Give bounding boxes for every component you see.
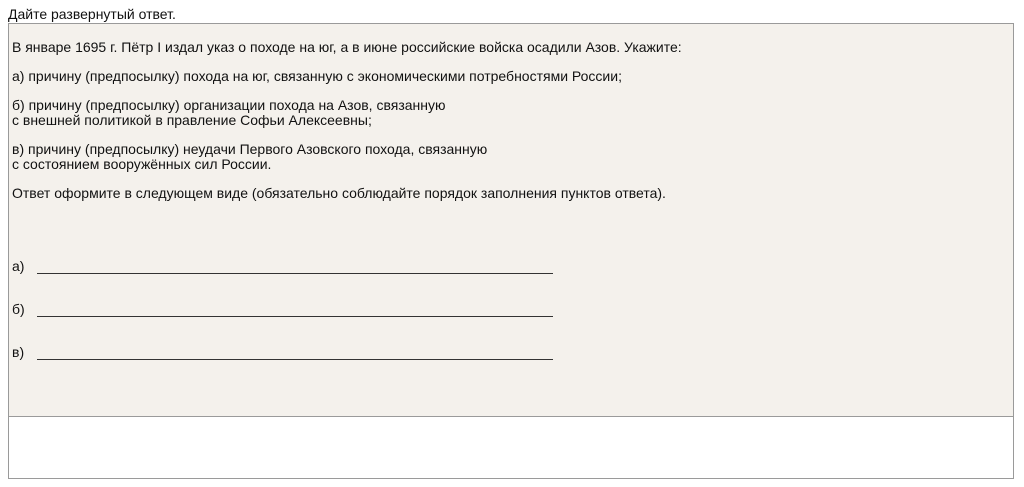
answer-blank-line-b <box>37 303 553 317</box>
answer-blank-line-a <box>37 260 553 274</box>
answer-label-b: б) <box>12 301 25 317</box>
task-item-b-line2: с внешней политикой в правление Софьи Алексеевны; <box>12 112 372 128</box>
answer-template-row-v <box>12 344 553 360</box>
task-item-v <box>12 142 487 172</box>
task-format-note: Ответ оформите в следующем виде (обязательно соблюдайте порядок заполнения пунктов ответа). <box>12 185 666 201</box>
task-instruction: Дайте развернутый ответ. <box>8 6 176 22</box>
task-statement-box <box>8 23 1014 417</box>
answer-blank-line-v <box>37 346 553 360</box>
answer-label-a: а) <box>12 258 25 274</box>
answer-template-row-a <box>12 258 553 274</box>
task-item-v-line2: с состоянием вооружённых сил России. <box>12 156 272 172</box>
task-item-b-line1: б) причину (предпосылку) организации похода на Азов, связанную <box>12 97 446 113</box>
answer-template-row-b <box>12 301 553 317</box>
task-item-b <box>12 98 445 128</box>
answer-input-area[interactable] <box>8 417 1014 479</box>
task-intro: В январе 1695 г. Пётр I издал указ о походе на юг, а в июне российские войска осадили Азов. Укажите: <box>12 39 682 55</box>
task-item-a: а) причину (предпосылку) похода на юг, связанную с экономическими потребностями России; <box>12 68 622 84</box>
task-item-v-line1: в) причину (предпосылку) неудачи Первого Азовского похода, связанную <box>12 141 488 157</box>
answer-label-v: в) <box>12 344 25 360</box>
